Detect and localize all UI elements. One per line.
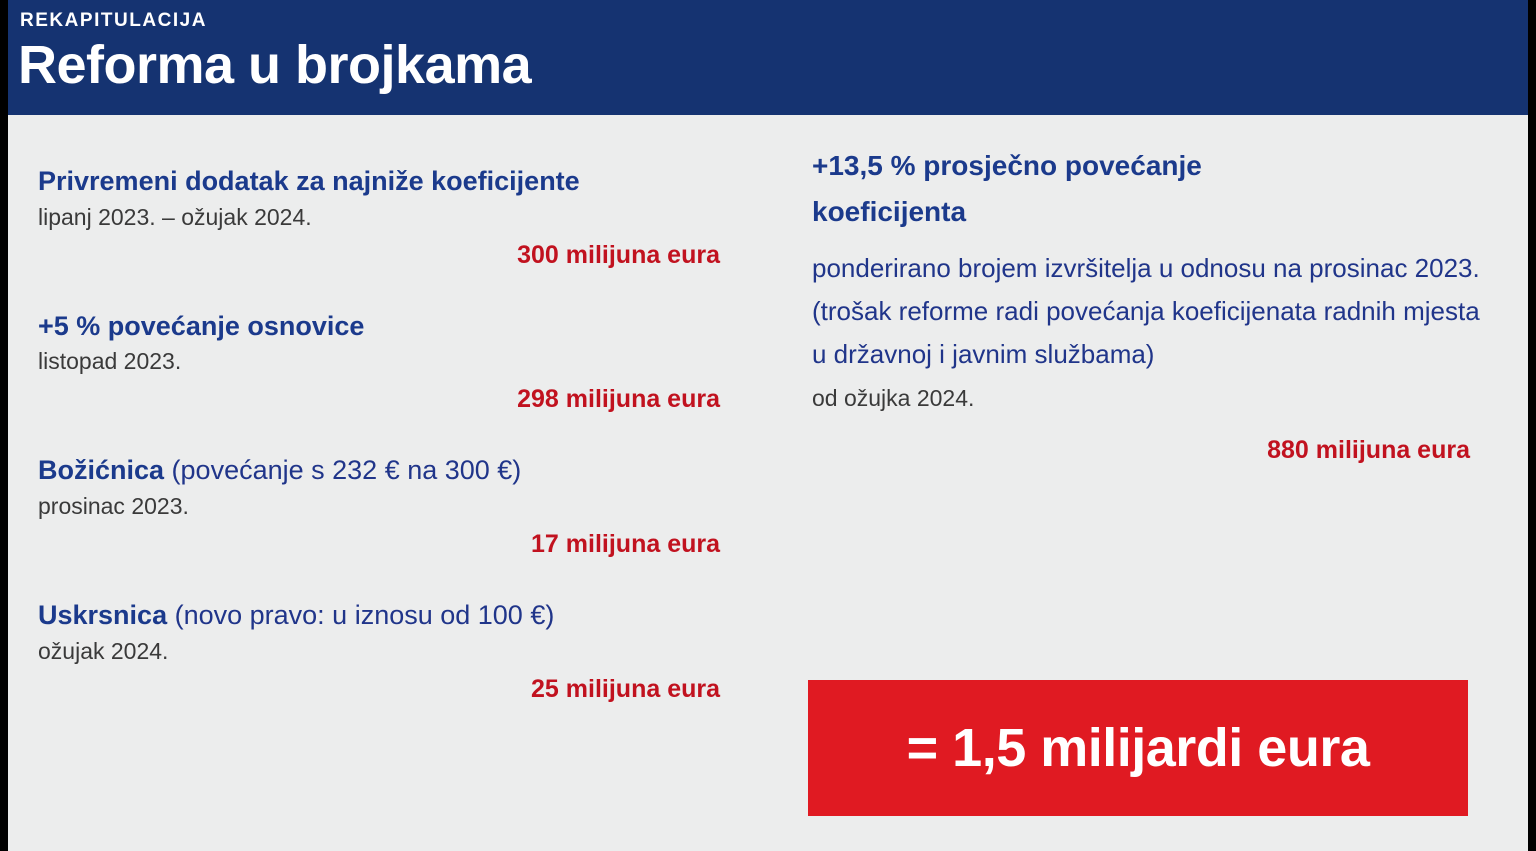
letterbox-bar-left — [0, 0, 8, 851]
item-amount: 17 milijuna eura — [531, 529, 720, 558]
page-title: Reforma u brojkama — [18, 34, 532, 95]
item-title-rest: (novo pravo: u iznosu od 100 €) — [167, 599, 555, 630]
total-callout-box — [808, 680, 1468, 816]
item-period: lipanj 2023. – ožujak 2024. — [38, 203, 312, 230]
item-title-strong: Uskrsnica — [38, 599, 168, 630]
item-amount: 300 milijuna eura — [517, 240, 720, 269]
right-paragraph: ponderirano brojem izvršitelja u odnosu na prosinac 2023. (trošak reforme radi povećanja koeficijenata radnih mjesta u državnoj i javnim službama) — [812, 253, 1480, 370]
item-title: +5 % povećanje osnovice — [38, 310, 365, 341]
slide-header — [0, 0, 1536, 115]
left-column — [38, 165, 738, 704]
header-eyebrow: REKAPITULACIJA — [20, 10, 208, 31]
right-heading-line2: koeficijenta — [812, 196, 967, 228]
item-title — [38, 599, 738, 633]
item-period: listopad 2023. — [38, 348, 182, 375]
list-item — [38, 599, 738, 704]
letterbox-bar-right — [1528, 0, 1536, 851]
item-title — [38, 454, 738, 488]
item-period: prosinac 2023. — [38, 493, 189, 520]
list-item — [38, 310, 738, 415]
right-period: od ožujka 2024. — [812, 385, 975, 412]
item-title: Privremeni dodatak za najniže koeficijente — [38, 166, 580, 196]
right-heading-line1: +13,5 % prosječno povećanje — [812, 150, 1202, 181]
item-amount: 298 milijuna eura — [517, 385, 720, 414]
list-item — [38, 165, 738, 270]
item-period: ožujak 2024. — [38, 637, 169, 664]
total-amount: = 1,5 milijardi eura — [906, 718, 1370, 778]
right-amount: 880 milijuna eura — [1267, 435, 1470, 464]
item-amount: 25 milijuna eura — [531, 674, 720, 703]
right-column — [812, 143, 1492, 465]
list-item — [38, 454, 738, 559]
slide-body — [0, 115, 1536, 851]
item-title-strong: Božićnica — [38, 455, 165, 486]
item-title-rest: (povećanje s 232 € na 300 €) — [164, 455, 522, 486]
